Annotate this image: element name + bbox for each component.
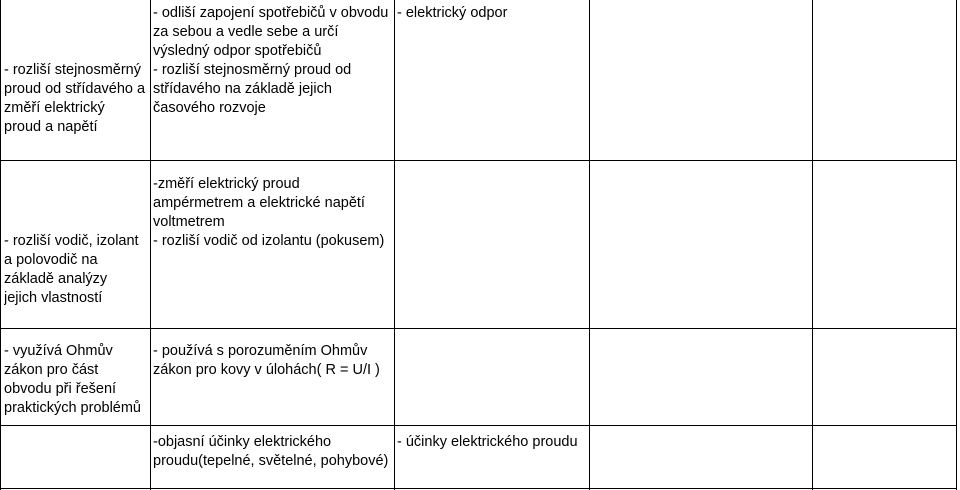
row3-outcome-detail: -změří elektrický proud ampérmetrem a elektrické napětí voltmetrem - rozliší vodič od izolantu (pokusem) — [153, 176, 385, 249]
row5-outcome-detail: -objasní účinky elektrického proudu(tepelné, světelné, pohybové) — [153, 434, 389, 469]
row5-topic: - účinky elektrického proudu — [397, 434, 578, 450]
row4-outcome: - využívá Ohmův zákon pro část obvodu při řešení praktických problémů — [4, 343, 141, 416]
table-divider-row1 — [0, 160, 957, 161]
table-divider-col1 — [150, 0, 151, 490]
table-divider-col2 — [394, 0, 395, 490]
table-divider-row2 — [0, 328, 957, 329]
table-divider-col4 — [812, 0, 813, 490]
table-border-bottom — [0, 488, 957, 489]
row4-outcome-detail: - používá s porozuměním Ohmův zákon pro kovy v úlohách( R = U/I ) — [153, 343, 380, 378]
row2-outcome: - rozliší stejnosměrný proud od střídavého a změří elektrický proud a napětí — [4, 62, 146, 135]
row2-outcome-detail: - rozliší stejnosměrný proud od střídavého na základě jejich časového rozvoje — [153, 62, 352, 116]
row3-outcome: - rozliší vodič, izolant a polovodič na základě analýzy jejich vlastností — [4, 233, 139, 306]
table-border-right — [956, 0, 957, 490]
table-divider-col3 — [589, 0, 590, 490]
table-border-left — [0, 0, 1, 490]
row1-outcome-detail: - odliší zapojení spotřebičů v obvodu za sebou a vedle sebe a určí výsledný odpor spotřebičů — [153, 5, 389, 59]
table-divider-row3 — [0, 425, 957, 426]
row1-topic: - elektrický odpor — [397, 5, 508, 21]
